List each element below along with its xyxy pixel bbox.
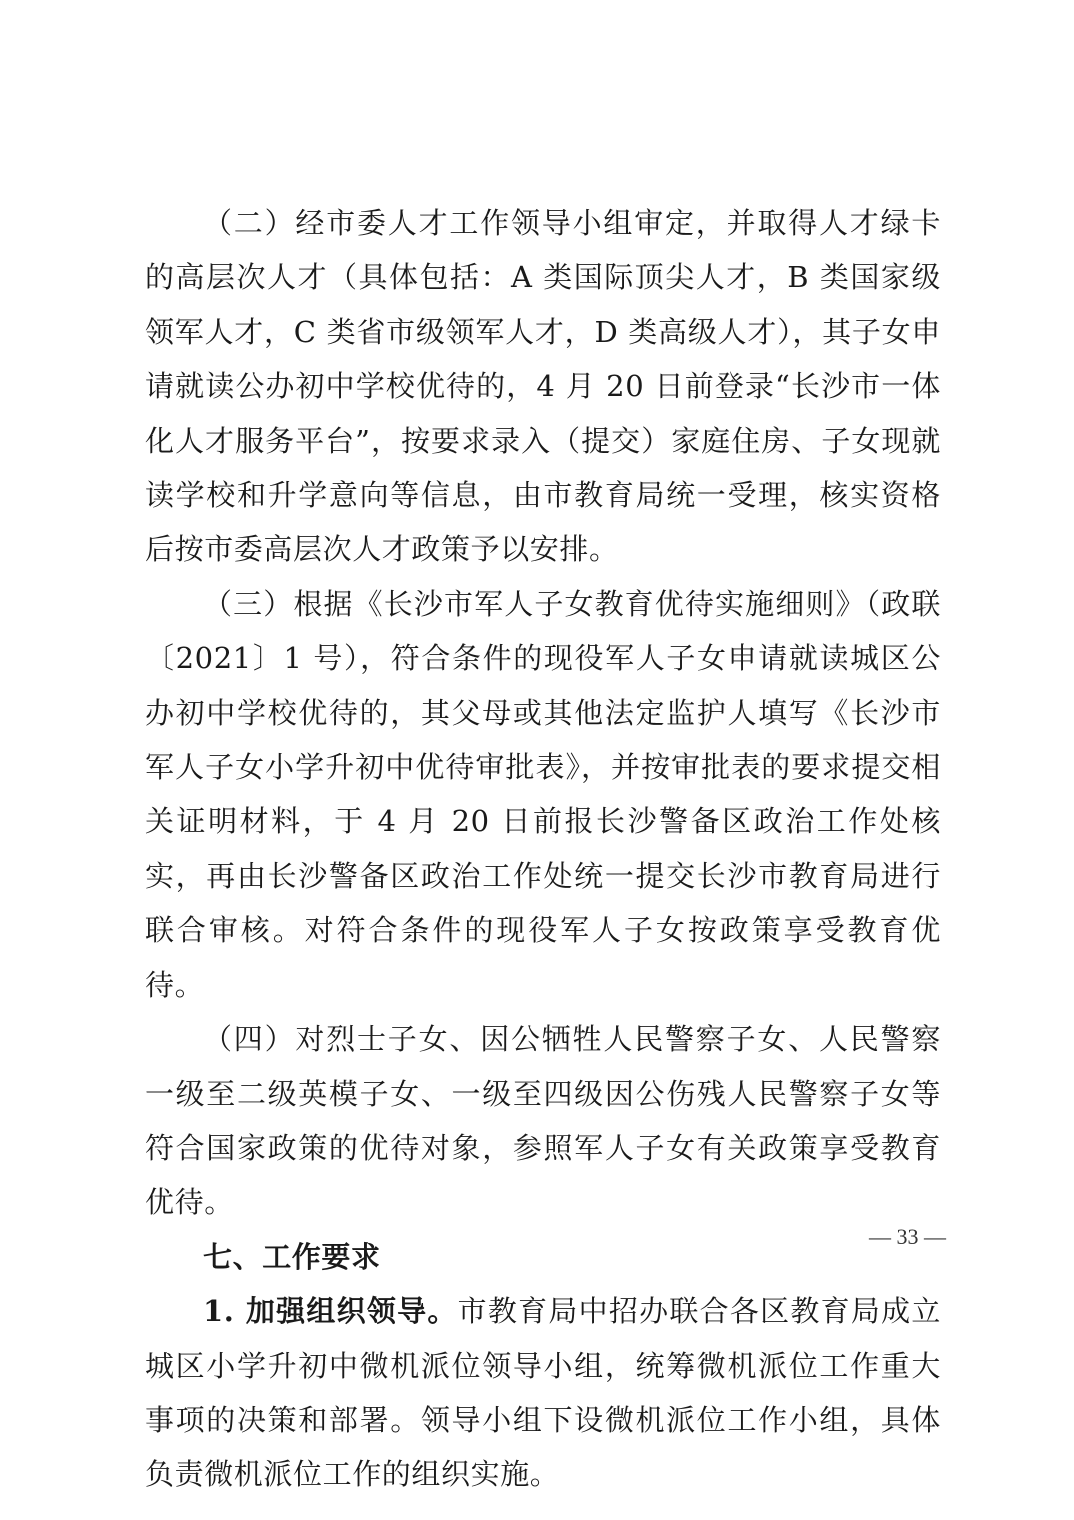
paragraph-martyr-police-children: （四）对烈士子女、因公牺牲人民警察子女、人民警察一级至二级英模子女、一级至四级因公伤残人民警察子女等符合国家政策的优待对象，参照军人子女有关政策享受教育优待。 — [145, 1022, 941, 1220]
page-number: — 33 — — [869, 1224, 946, 1249]
item-lead-title: 1. 加强组织领导。 — [203, 1294, 458, 1329]
item-body-text: 市教育局中招办联合各区教育局成立城区小学升初中微机派位领导小组，统筹微机派位工作重大事项的决策和部署。领导小组下设微机派位工作小组，具体负责微机派位工作的组织实施。 — [145, 1294, 941, 1492]
paragraph-talent-children: （二）经市委人才工作领导小组审定，并取得人才绿卡的高层次人才（具体包括：A 类国际顶尖人才，B 类国家级领军人才，C 类省市级领军人才，D 类高级人才），其子女申请就读公办初中学校优待的，4 月 20 日前登录“长沙市一体化人才服务平台”，按要求录入（提交）家庭住房、子女现就读学校和升学意向等信息，由市教育局统一受理，核实资格后按市委高层次人才政策予以安排。 — [145, 206, 941, 567]
paragraph-organization-leadership — [145, 1284, 941, 1502]
document-body — [145, 196, 941, 1502]
paragraph-military-children: （三）根据《长沙市军人子女教育优待实施细则》（政联〔2021〕1 号），符合条件的现役军人子女申请就读城区公办初中学校优待的，其父母或其他法定监护人填写《长沙市军人子女小学升初中优待审批表》，并按审批表的要求提交相关证明材料，于 4 月 20 日前报长沙警备区政治工作处核实，再由长沙警备区政治工作处统一提交长沙市教育局进行联合审核。对符合条件的现役军人子女按政策享受教育优待。 — [145, 586, 941, 1002]
section-heading-work-requirements: 七、工作要求 — [203, 1239, 381, 1274]
